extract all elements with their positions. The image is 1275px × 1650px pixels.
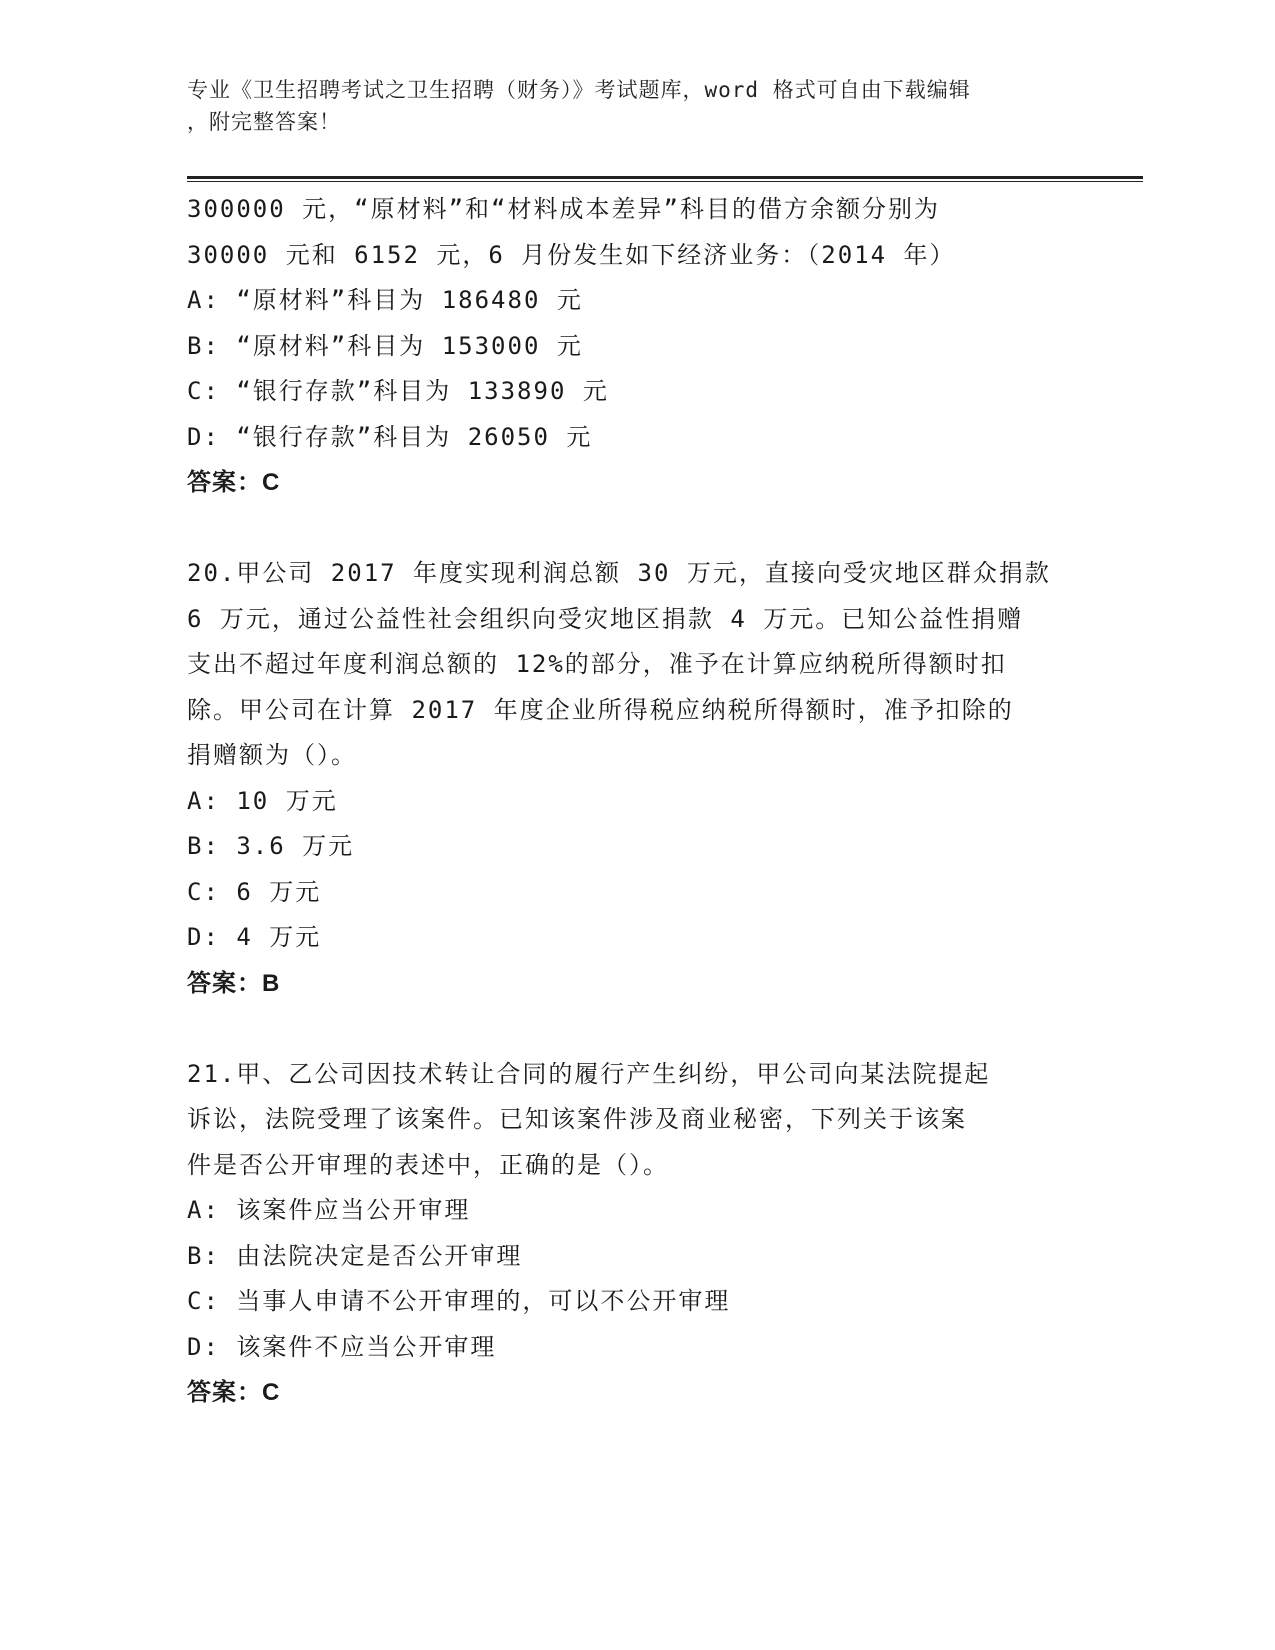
question-stem-line: 除。甲公司在计算 2017 年度企业所得税应纳税所得额时，准予扣除的: [187, 695, 1014, 724]
question-20: [187, 551, 1107, 1006]
question-21: [187, 1052, 1107, 1416]
header-line-2: ，附完整答案！: [187, 110, 341, 134]
option-a: A: 10 万元: [187, 786, 338, 815]
header-line-1: 专业《卫生招聘考试之卫生招聘（财务）》考试题库，word 格式可自由下载编辑: [187, 78, 971, 102]
option-c: C: 当事人申请不公开审理的，可以不公开审理: [187, 1287, 731, 1315]
question-stem-line: 捐赠额为（）。: [187, 741, 357, 769]
question-stem-line: 6 万元，通过公益性社会组织向受灾地区捐款 4 万元。已知公益性捐赠: [187, 604, 1024, 633]
option-d: D: “银行存款”科目为 26050 元: [187, 422, 593, 451]
option-c: C: “银行存款”科目为 133890 元: [187, 377, 609, 405]
header-rule-thin: [187, 181, 1143, 182]
option-b: B: 由法院决定是否公开审理: [187, 1241, 523, 1270]
spacer: [187, 506, 1107, 552]
option-b: B: “原材料”科目为 153000 元: [187, 331, 583, 360]
spacer: [187, 1006, 1107, 1052]
document-header: [187, 74, 1087, 138]
question-stem-line: 20.甲公司 2017 年度实现利润总额 30 万元，直接向受灾地区群众捐款: [187, 559, 1051, 587]
question-stem-line: 件是否公开审理的表述中，正确的是（）。: [187, 1150, 669, 1179]
question-stem-line: 支出不超过年度利润总额的 12%的部分，准予在计算应纳税所得额时扣: [187, 650, 1007, 678]
question-stem-line: 30000 元和 6152 元，6 月份发生如下经济业务：（2014 年）: [187, 240, 956, 269]
question-stem-line: 诉讼，法院受理了该案件。已知该案件涉及商业秘密，下列关于该案: [187, 1105, 967, 1133]
question-list: [187, 187, 1107, 1416]
answer-label: 答案：C: [187, 1379, 281, 1406]
header-rule-thick: [187, 176, 1143, 179]
question-stem-line: 21.甲、乙公司因技术转让合同的履行产生纠纷，甲公司向某法院提起: [187, 1059, 991, 1088]
answer-label: 答案：C: [187, 469, 281, 496]
question-stem-line: 300000 元，“原材料”和“材料成本差异”科目的借方余额分别为: [187, 195, 940, 223]
option-d: D: 4 万元: [187, 923, 322, 951]
option-d: D: 该案件不应当公开审理: [187, 1332, 497, 1361]
option-c: C: 6 万元: [187, 877, 322, 906]
option-a: A: 该案件应当公开审理: [187, 1196, 471, 1224]
option-a: A: “原材料”科目为 186480 元: [187, 286, 583, 314]
answer-label: 答案：B: [187, 969, 281, 997]
question-19: [187, 187, 1107, 506]
option-b: B: 3.6 万元: [187, 832, 355, 860]
